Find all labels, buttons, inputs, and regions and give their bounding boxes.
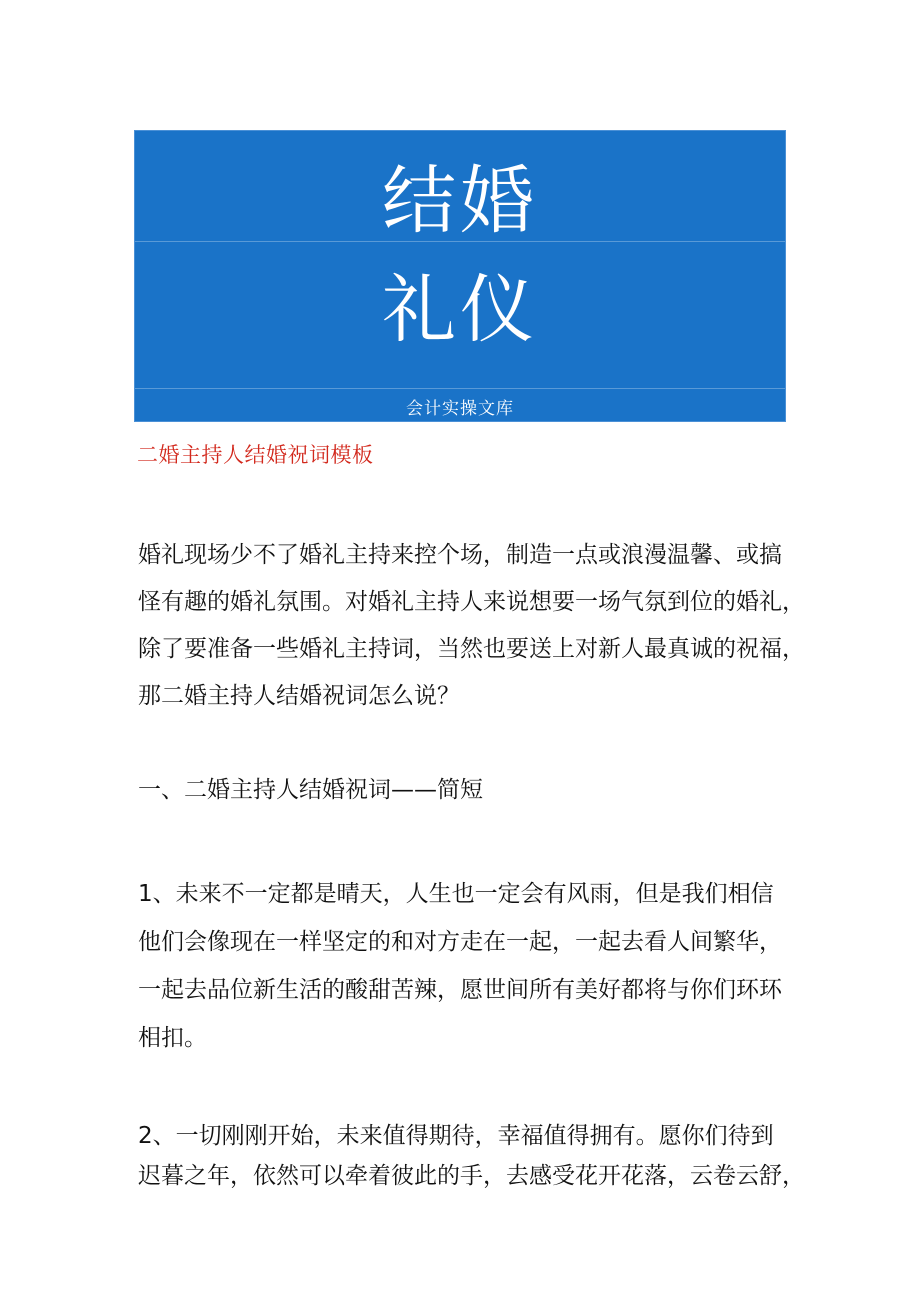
banner-divider <box>135 241 785 242</box>
item-paragraph-1 <box>138 870 793 1062</box>
document-title: 二婚主持人结婚祝词模板 <box>137 443 374 467</box>
item-line: 迟暮之年，依然可以牵着彼此的手，去感受花开花落，云卷云舒， <box>138 1163 805 1189</box>
item-line: 1、未来不一定都是晴天，人生也一定会有风雨，但是我们相信 <box>138 881 774 907</box>
intro-line: 除了要准备一些婚礼主持词，当然也要送上对新人最真诚的祝福， <box>138 636 805 662</box>
banner-title-line2: 礼仪 <box>382 267 538 353</box>
banner-source: 会计实操文库 <box>406 399 514 419</box>
section-heading-text: 一、二婚主持人结婚祝词——简短 <box>138 777 483 803</box>
intro-line: 婚礼现场少不了婚礼主持来控个场，制造一点或浪漫温馨、或搞 <box>138 542 782 568</box>
banner-title-line1: 结婚 <box>382 158 538 244</box>
intro-paragraph <box>138 532 805 720</box>
item-line: 他们会像现在一样坚定的和对方走在一起，一起去看人间繁华， <box>138 929 782 955</box>
item-line: 2、一切刚刚开始，未来值得期待，幸福值得拥有。愿你们待到 <box>138 1123 774 1149</box>
item-paragraph-2 <box>138 1116 805 1196</box>
intro-line: 怪有趣的婚礼氛围。对婚礼主持人来说想要一场气氛到位的婚礼， <box>138 589 805 615</box>
section-heading <box>138 773 793 807</box>
cover-banner <box>134 130 786 422</box>
item-line: 一起去品位新生活的酸甜苦辣，愿世间所有美好都将与你们环环 <box>138 977 782 1003</box>
intro-line: 那二婚主持人结婚祝词怎么说？ <box>138 683 460 709</box>
banner-divider <box>135 388 785 389</box>
item-line: 相扣。 <box>138 1025 207 1051</box>
